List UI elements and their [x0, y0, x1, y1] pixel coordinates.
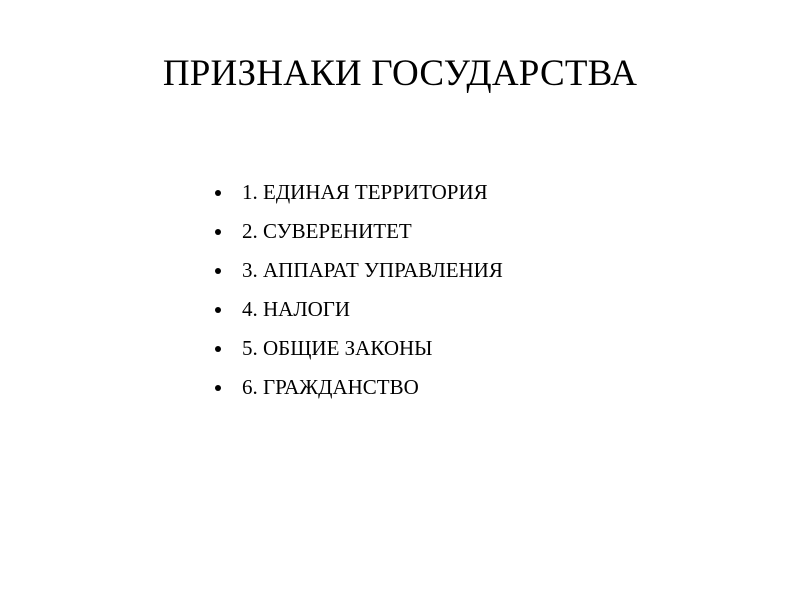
list-item-text: 2. СУВЕРЕНИТЕТ	[242, 219, 412, 243]
slide-title: ПРИЗНАКИ ГОСУДАРСТВА	[162, 53, 638, 94]
bullet-icon	[215, 346, 221, 352]
list-item	[212, 251, 503, 290]
list-item-text: 1. ЕДИНАЯ ТЕРРИТОРИЯ	[242, 180, 488, 204]
bullet-icon	[215, 385, 221, 391]
bullet-icon	[215, 307, 221, 313]
bullet-icon	[215, 268, 221, 274]
list-item-text: 3. АППАРАТ УПРАВЛЕНИЯ	[242, 258, 503, 282]
list-item-text: 5. ОБЩИЕ ЗАКОНЫ	[242, 336, 433, 360]
list-item	[212, 329, 503, 368]
list-item	[212, 173, 503, 212]
list-item	[212, 368, 503, 407]
list-item-text: 6. ГРАЖДАНСТВО	[242, 375, 419, 399]
bullet-icon	[215, 190, 221, 196]
list-item	[212, 212, 503, 251]
bullet-icon	[215, 229, 221, 235]
list-item-text: 4. НАЛОГИ	[242, 297, 351, 321]
list-item	[212, 290, 503, 329]
bullet-list	[212, 173, 503, 407]
